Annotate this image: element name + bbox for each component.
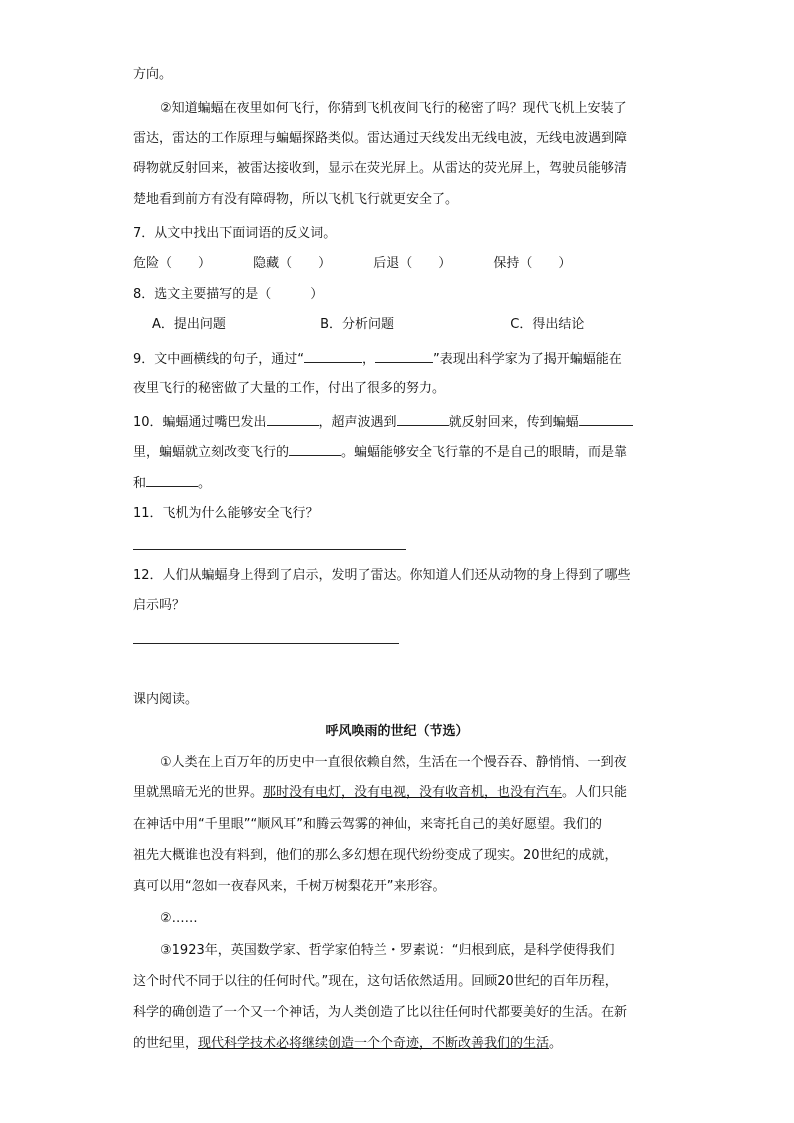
q12-line-1: 12．人们从蝙蝠身上得到了启示，发明了雷达。你知道人们还从动物的身上得到了哪些 [133,568,631,583]
p3-line-4 [133,1036,562,1052]
p3-text: 的世纪里， [133,1036,199,1051]
para2-line-4: 楚地看到前方有没有障碍物，所以飞机飞行就更安全了。 [133,192,459,207]
p1-line-1: ①人类在上百万年的历史中一直很依赖自然，生活在一个慢吞吞、静悄悄、一到夜 [160,755,627,770]
q8-option-a[interactable]: A．提出问题 [152,317,226,332]
q9-blank-1[interactable] [304,350,362,363]
q8-options [152,317,584,333]
q10-blank-2[interactable] [397,413,449,426]
q8-option-b[interactable]: B．分析问题 [320,317,395,332]
q10-text-e: 。蝙蝠能够安全飞行靠的不是自己的眼睛，而是靠 [341,445,628,460]
p3-line-3: 科学的确创造了一个又一个神话，为人类创造了比以往任何时代都要美好的生活。在新 [133,1005,628,1020]
q10-text-f: 和 [133,476,147,491]
para2-line-1: ②知道蝙蝠在夜里如何飞行，你猜到飞机夜间飞行的秘密了吗？现代飞机上安装了 [160,101,627,116]
p1-underlined-sentence: 那时没有电灯，没有电视，没有收音机，也没有汽车 [263,785,563,800]
q9-blank-2[interactable] [375,350,433,363]
p3-line-1: ③1923年，英国数学家、哲学家伯特兰・罗素说：“归根到底，是科学使得我们 [160,943,615,958]
q11-title: 11．飞机为什么能够安全飞行？ [133,506,319,521]
q12-line-2: 启示吗？ [133,598,186,613]
p3-line-2: 这个时代不同于以往的任何时代。”现在，这句话依然适用。回顾20世纪的百年历程， [133,974,618,989]
q7-item[interactable]: 后退（ ） [373,256,452,271]
q9-line-2: 夜里飞行的秘密做了大量的工作，付出了很多的努力。 [133,381,446,396]
q7-item[interactable]: 隐藏（ ） [253,256,332,271]
q10-text-a: 10．蝙蝠通过嘴巴发出 [133,415,267,430]
p1-line-2 [133,785,627,801]
q10-text-c: 就反射回来，传到蝙蝠 [448,415,579,430]
passage-para-2-ellipsis: ②…… [160,911,198,926]
p3-underlined-sentence: 现代科学技术必将继续创造一个个奇迹，不断改善我们的生活 [198,1036,550,1051]
q10-text-b: ，超声波遇到 [318,415,397,430]
section-heading: 课内阅读。 [133,692,199,707]
q10-blank-5[interactable] [146,474,198,487]
q7-title: 7．从文中找出下面词语的反义词。 [133,226,337,241]
q10-line-3 [133,474,211,492]
q11-answer-line[interactable] [133,549,406,550]
q12-answer-line[interactable] [133,643,399,644]
q10-line-1 [133,413,633,431]
q9-sep: ， [362,352,376,367]
q10-text-d: 里，蝙蝠就立刻改变飞行的 [133,445,290,460]
p1-line-5: 真可以用“忽如一夜春风来，千树万树梨花开”来形容。 [133,879,446,894]
q10-blank-3[interactable] [579,413,633,426]
para2-line-2: 雷达，雷达的工作原理与蝙蝠探路类似。雷达通过天线发出无线电波，无线电波遇到障 [133,131,628,146]
p1-line-3: 在神话中用“千里眼”“顺风耳”和腾云驾雾的神仙，来寄托自己的美好愿望。我们的 [133,817,602,832]
p1-line-4: 祖先大概谁也没有料到，他们的那么多幻想在现代纷纷变成了现实。20世纪的成就， [133,848,618,863]
q10-blank-1[interactable] [267,413,319,426]
line-top: 方向。 [133,67,173,82]
q9-text-a: 9．文中画横线的句子，通过“ [133,352,305,367]
p1-text: 里就黑暗无光的世界。 [133,785,264,800]
q10-blank-4[interactable] [289,443,341,456]
q10-text-g: 。 [198,476,212,491]
p3-text-end: 。 [549,1036,563,1051]
q8-option-c[interactable]: C．得出结论 [510,317,585,332]
q7-items [133,256,571,272]
p1-text-end: 。人们只能 [562,785,628,800]
q9-text-b: ”表现出科学家为了揭开蝙蝠能在 [433,352,622,367]
q7-item[interactable]: 保持（ ） [493,256,572,271]
q8-title: 8．选文主要描写的是（ ） [133,287,324,302]
para2-line-3: 碍物就反射回来，被雷达接收到，显示在荧光屏上。从雷达的荧光屏上，驾驶员能够清 [133,161,628,176]
q7-item[interactable]: 危险（ ） [133,256,212,271]
q9-line-1 [133,350,622,368]
passage-title: 呼风唤雨的世纪（节选） [325,724,469,739]
q10-line-2 [133,443,627,461]
